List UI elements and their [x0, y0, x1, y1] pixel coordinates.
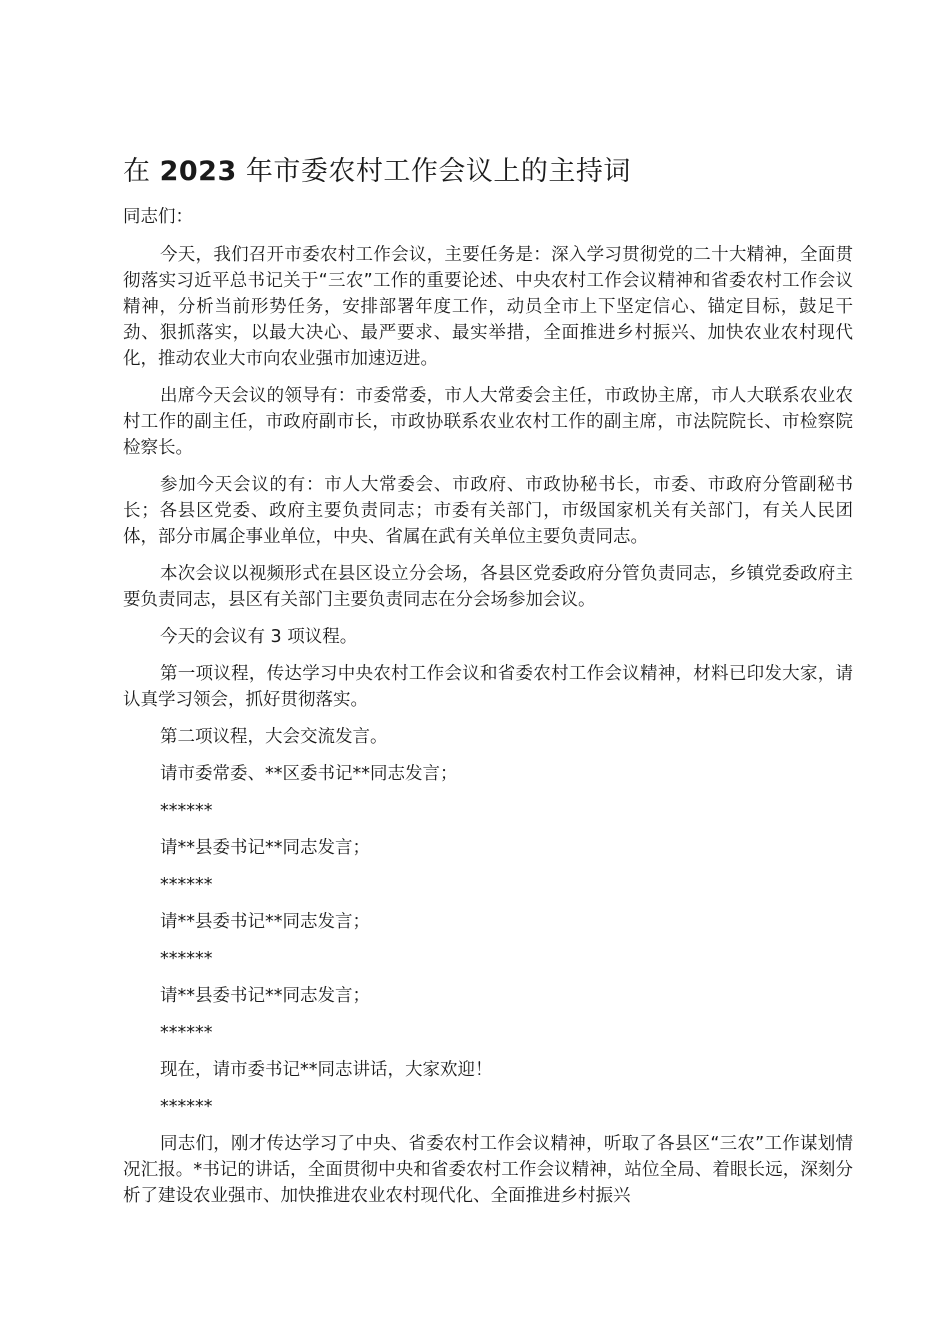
document-title	[123, 150, 853, 194]
title-prefix: 在	[123, 156, 151, 187]
paragraph-agenda-item-2: 第二项议程，大会交流发言。	[160, 727, 388, 747]
salutation: 同志们：	[123, 207, 193, 227]
paragraph-agenda-item-1: 第一项议程，传达学习中央农村工作会议和省委农村工作会议精神，材料已印发大家，请认真学习领会，抓好贯彻落实。	[123, 664, 853, 710]
speaker-call: 请**县委书记**同志发言；	[160, 986, 370, 1006]
speech-placeholder: ******	[160, 949, 213, 969]
speech-placeholder: ******	[160, 875, 213, 895]
document-body	[123, 150, 853, 1220]
speaker-call: 请**县委书记**同志发言；	[160, 838, 370, 858]
speaker-call: 请市委常委、**区委书记**同志发言；	[160, 764, 458, 784]
title-year: 2023	[159, 156, 237, 187]
speaker-call: 请**县委书记**同志发言；	[160, 912, 370, 932]
speech-placeholder: ******	[160, 1097, 213, 1117]
paragraph-participants: 参加今天会议的有：市人大常委会、市政府、市政协秘书长，市委、市政府分管副秘书长；各县区党委、政府主要负责同志；市委有关部门，市级国家机关有关部门，有关人民团体，部分市属企事业单位，中央、省属在武有关单位主要负责同志。	[123, 475, 853, 547]
paragraph-summary: 同志们，刚才传达学习了中央、省委农村工作会议精神，听取了各县区“三农”工作谋划情况汇报。*书记的讲话，全面贯彻中央和省委农村工作会议精神，站位全局、着眼长远，深刻分析了建设农业强市、加快推进农业农村现代化、全面推进乡村振兴	[123, 1134, 853, 1206]
paragraph-branch-venues: 本次会议以视频形式在县区设立分会场，各县区党委政府分管负责同志，乡镇党委政府主要负责同志，县区有关部门主要负责同志在分会场参加会议。	[123, 564, 853, 610]
paragraph-agenda-count: 今天的会议有 3 项议程。	[160, 627, 358, 647]
speech-placeholder: ******	[160, 1023, 213, 1043]
secretary-speech-call: 现在，请市委书记**同志讲话，大家欢迎！	[160, 1060, 493, 1080]
paragraph-attending-leaders: 出席今天会议的领导有：市委常委，市人大常委会主任，市政协主席，市人大联系农业农村工作的副主任，市政府副市长，市政协联系农业农村工作的副主席，市法院院长、市检察院检察长。	[123, 386, 853, 458]
paragraph-opening: 今天，我们召开市委农村工作会议，主要任务是：深入学习贯彻党的二十大精神，全面贯彻落实习近平总书记关于“三农”工作的重要论述、中央农村工作会议精神和省委农村工作会议精神，分析当前形势任务，安排部署年度工作，动员全市上下坚定信心、锚定目标，鼓足干劲、狠抓落实，以最大决心、最严要求、最实举措，全面推进乡村振兴、加快农业农村现代化，推动农业大市向农业强市加速迈进。	[123, 245, 853, 369]
title-suffix: 年市委农村工作会议上的主持词	[245, 156, 631, 187]
speech-placeholder: ******	[160, 801, 213, 821]
